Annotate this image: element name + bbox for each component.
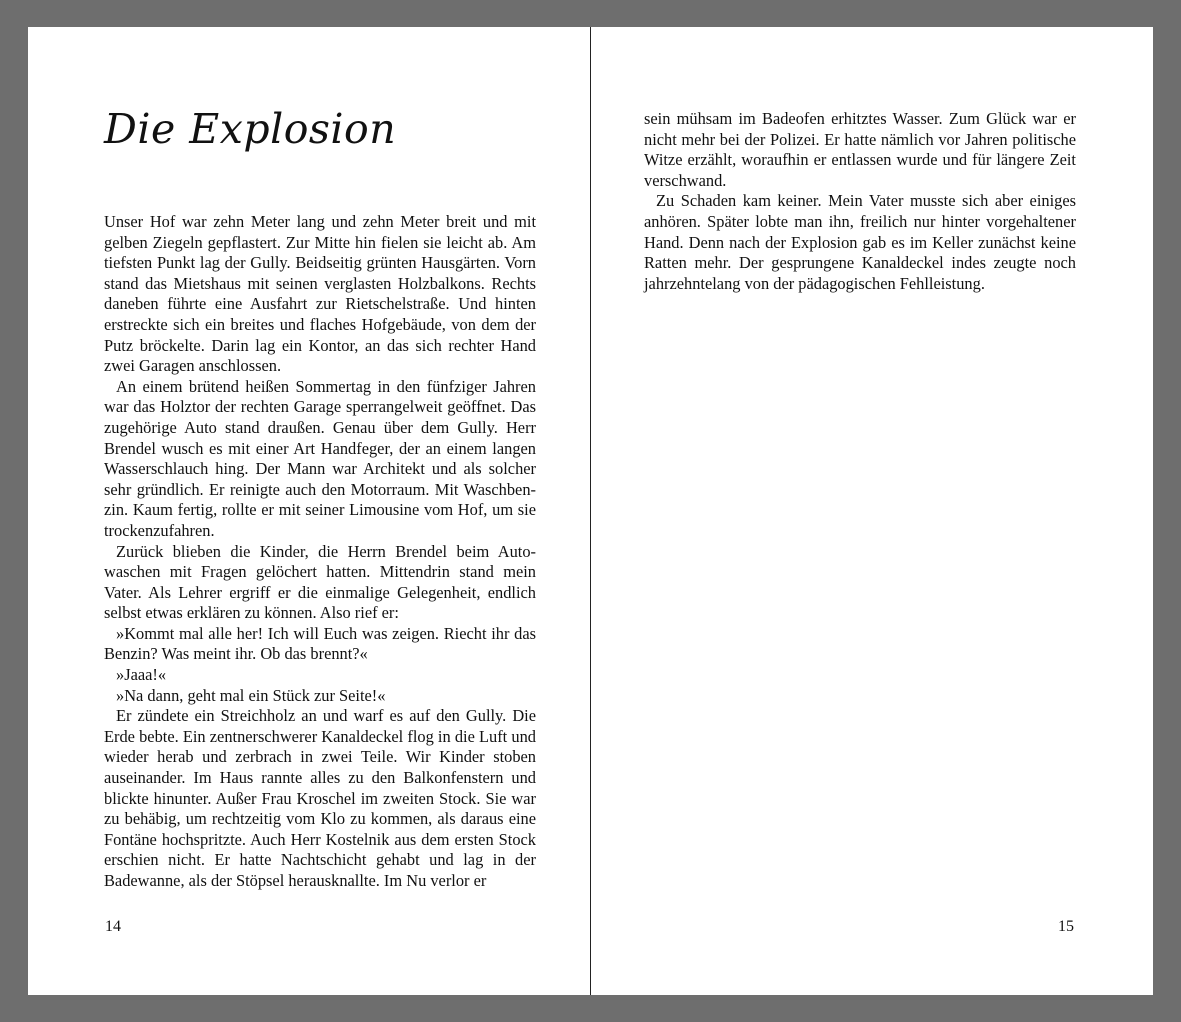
paragraph: Zurück blieben die Kinder, die Herrn Brendel beim Autowaschen mit Fragen gelöchert hatten. Mittendrin stand mein Vater. Als Lehrer ergriff er die einmalige Gelegenheit, endlich selbst etwas erklären zu können. Also rief er: [104, 541, 536, 623]
left-page [28, 27, 590, 995]
left-page-body [104, 212, 536, 892]
paragraph: Zu Schaden kam keiner. Mein Vater musste sich aber einiges anhören. Später lobte man ihn, freilich nur hinter vorgehaltener Hand. Denn nach der Explosion gab es im Keller zunächst keine Ratten mehr. Der gesprungene Kanaldeckel indes zeugte noch jahrzehntelang von der pädagogischen Fehlleistung. [644, 191, 1076, 293]
book-spread [28, 27, 1153, 995]
page-number-right: 15 [1058, 918, 1074, 935]
paragraph: Er zündete ein Streichholz an und warf es auf den Gully. Die Erde bebte. Ein zentnerschwerer Kanaldeckel flog in die Luft und wieder herab und zerbrach in zwei Teile. Wir Kinder stoben auseinander. Im Haus rannte alles zu den Balkonfenstern und blickte hinunter. Außer Frau Kroschel im zweiten Stock. Sie war zu behäbig, um rechtzeitig vom Klo zu kommen, als daraus eine Fontäne hochspritzte. Auch Herr Kostelnik aus dem ersten Stock erschien nicht. Er hatte Nachtschicht gehabt und lag in der Badewanne, als der Stöpsel herausknallte. Im Nu verlor er [104, 706, 536, 890]
right-page-body [644, 109, 1076, 294]
paragraph: »Na dann, geht mal ein Stück zur Seite!« [116, 685, 386, 705]
paragraph: »Kommt mal alle her! Ich will Euch was zeigen. Riecht ihr das Benzin? Was meint ihr. Ob das brennt?« [104, 623, 536, 664]
paragraph: »Jaaa!« [116, 665, 167, 685]
paragraph: sein mühsam im Badeofen erhitztes Wasser. Zum Glück war er nicht mehr bei der Polizei. Er hatte nämlich vor Jahren politische Witze erzählt, woraufhin er entlassen wurde und für längere Zeit verschwand. [644, 109, 1076, 190]
chapter-title: Die Explosion [104, 105, 397, 153]
right-page [591, 27, 1153, 995]
page-number-left: 14 [105, 918, 121, 935]
paragraph: Unser Hof war zehn Meter lang und zehn Meter breit und mit gelben Ziegeln gepflastert. Zur Mitte hin fielen sie leicht ab. Am tiefsten Punkt lag der Gully. Beidseitig grünten Hausgärten. Vorn stand das Mietshaus mit seinen verglasten Holzbalkons. Rechts daneben führte eine Ausfahrt zur Rietschelstraße. Und hinten erstreckte sich ein breites und flaches Hofgebäude, von dem der Putz bröckelte. Darin lag ein Kontor, an das sich rechter Hand zwei Garagen anschlossen. [104, 212, 536, 376]
paragraph: An einem brütend heißen Sommertag in den fünfziger Jahren war das Holztor der rechten Garage sperrangelweit geöffnet. Das zugehörige Auto stand draußen. Genau über dem Gully. Herr Brendel wusch es mit einer Art Handfeger, der an einem langen Wasserschlauch hing. Der Mann war Architekt und als solcher sehr gründlich. Er reinigte auch den Motorraum. Mit Waschbenzin. Kaum fertig, rollte er mit seiner Limousine vom Hof, um sie trockenzufahren. [104, 376, 536, 540]
